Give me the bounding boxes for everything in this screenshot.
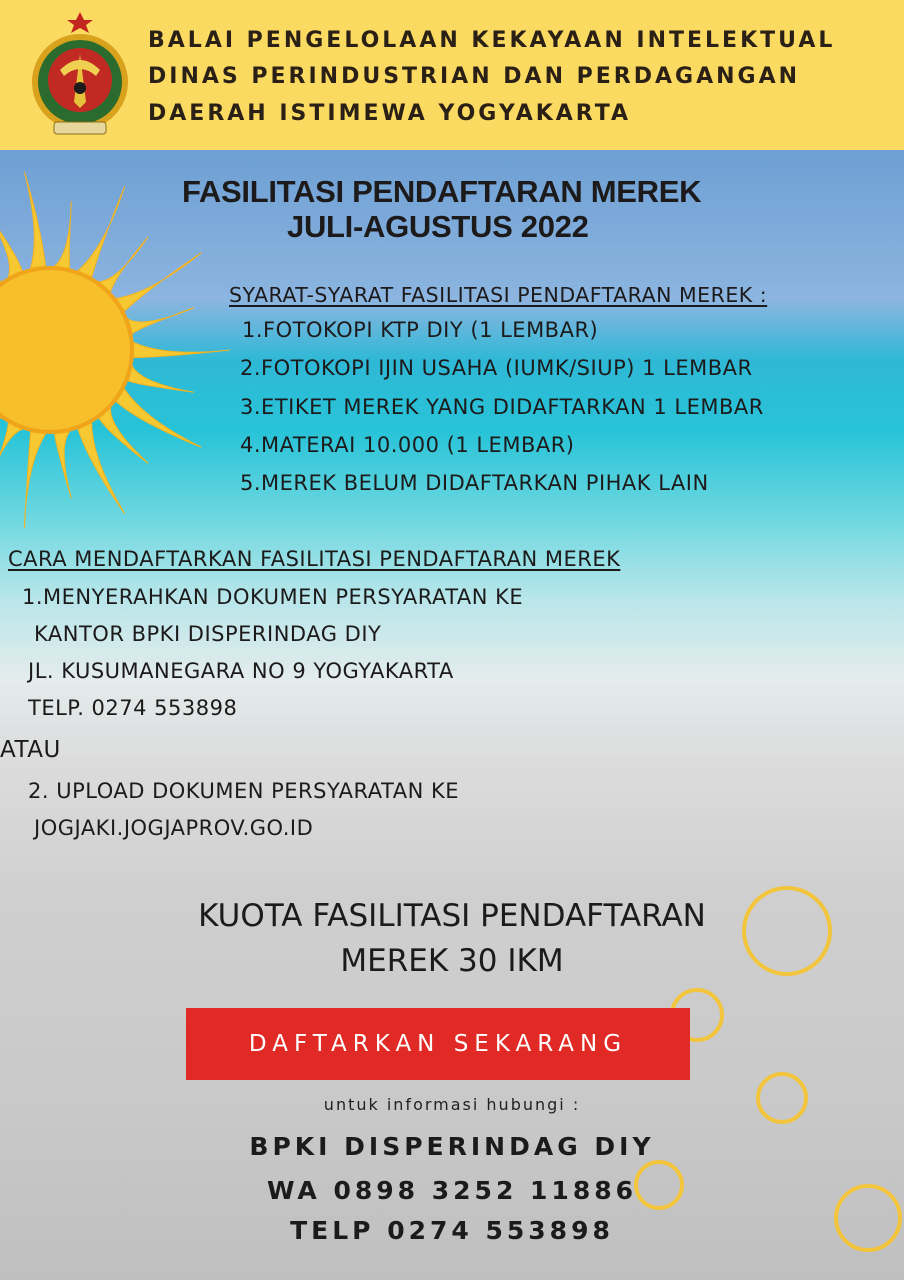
sun-ray [128, 366, 194, 392]
howto-heading: CARA MENDAFTARKAN FASILITASI PENDAFTARAN MEREK [8, 547, 621, 571]
sun-ray [0, 408, 1, 486]
requirement-item-3: 3.ETIKET MEREK YANG DIDAFTARKAN 1 LEMBAR [240, 395, 764, 419]
header-line-2: DINAS PERINDUSTRIAN DAN PERDAGANGAN [148, 64, 801, 89]
requirement-item-5: 5.MEREK BELUM DIDAFTARKAN PIHAK LAIN [240, 471, 709, 495]
quota-line-1: KUOTA FASILITASI PENDAFTARAN [198, 898, 706, 934]
sun-ray [0, 214, 1, 292]
sun-ray [134, 342, 230, 357]
sun-icon [0, 160, 240, 540]
title-line-2: JULI-AGUSTUS 2022 [287, 209, 589, 244]
register-now-button[interactable]: DAFTARKAN SEKARANG [186, 1008, 690, 1080]
requirement-item-1: 1.FOTOKOPI KTP DIY (1 LEMBAR) [242, 318, 599, 342]
header-line-1: BALAI PENGELOLAAN KEKAYAAN INTELEKTUAL [148, 28, 836, 53]
howto-step-2: 2. UPLOAD DOKUMEN PERSYARATAN KE [28, 779, 459, 803]
contact-wa: WA 0898 3252 11886 [266, 1176, 638, 1205]
sun-ray [24, 432, 45, 528]
contact-org: BPKI DISPERINDAG DIY [249, 1132, 655, 1161]
sun-ray [99, 237, 148, 292]
howto-step-1: 1.MENYERAHKAN DOKUMEN PERSYARATAN KE [22, 585, 524, 609]
howto-website[interactable]: JOGJAKI.JOGJAPROV.GO.ID [34, 816, 314, 840]
requirement-item-4: 4.MATERAI 10.000 (1 LEMBAR) [240, 433, 575, 457]
howto-office: KANTOR BPKI DISPERINDAG DIY [34, 622, 382, 646]
requirement-item-2: 2.FOTOKOPI IJIN USAHA (IUMK/SIUP) 1 LEMBAR [240, 356, 753, 380]
header-line-3: DAERAH ISTIMEWA YOGYAKARTA [148, 101, 632, 126]
sun-ray [24, 172, 45, 268]
requirements-heading: SYARAT-SYARAT FASILITASI PENDAFTARAN MEREK : [229, 283, 768, 307]
quota-line-2: MEREK 30 IKM [340, 943, 564, 979]
contact-intro: untuk informasi hubungi : [323, 1095, 581, 1114]
howto-phone: TELP. 0274 553898 [28, 696, 238, 720]
sun-ray [116, 389, 201, 447]
sun-ray [78, 186, 125, 277]
header-banner [0, 0, 904, 150]
yogyakarta-emblem-icon [26, 10, 134, 140]
sun-ray [0, 423, 22, 486]
howto-address: JL. KUSUMANEGARA NO 9 YOGYAKARTA [28, 659, 454, 683]
sun-ray [128, 308, 194, 334]
contact-telp: TELP 0274 553898 [290, 1216, 614, 1245]
title-line-1: FASILITASI PENDAFTARAN MEREK [182, 174, 702, 209]
sun-ray [54, 202, 71, 269]
howto-or: ATAU [0, 737, 61, 763]
sun-ray [54, 432, 71, 499]
sun-ray [0, 214, 22, 277]
